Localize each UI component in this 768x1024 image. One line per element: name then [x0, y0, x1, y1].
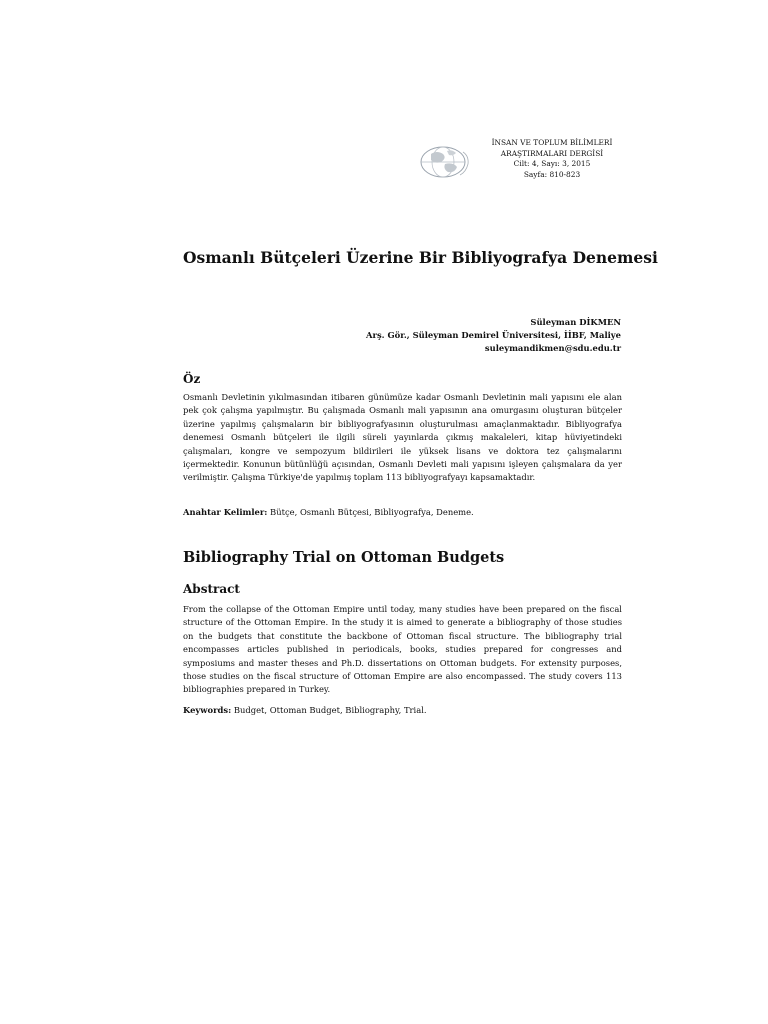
paper-title: Osmanlı Bütçeleri Üzerine Bir Bibliyografya Denemesi — [183, 248, 658, 267]
english-keywords-label: Keywords: — [183, 705, 232, 715]
author-name: Süleyman DİKMEN — [530, 317, 621, 327]
english-title: Bibliography Trial on Ottoman Budgets — [183, 549, 505, 566]
english-keywords-list: Budget, Ottoman Budget, Bibliography, Trial. — [231, 705, 427, 715]
english-keywords — [183, 704, 622, 717]
journal-name-line-2: ARAŞTIRMALARI DERGİSİ — [500, 148, 604, 158]
author-affiliation: Arş. Gör., Süleyman Demirel Üniversitesi, İİBF, Maliye — [366, 330, 621, 341]
journal-header — [415, 138, 625, 188]
journal-pages: Sayfa: 810-823 — [523, 169, 581, 179]
globe-logo-icon — [417, 142, 473, 182]
oz-text: Osmanlı Devletinin yıkılmasından itibaren günümüze kadar Osmanlı Devletinin mali yapısını ele alan pek çok çalışma yapılmıştır. Bu çalışmada Osmanlı mali yapısının ana omurgasını oluşturan bütçeler üzerine yapılmış çalışmaların bir bibliyografyasının oluşturulması amaçlanmaktadır. Bibliyografya denemesi Osmanlı bütçeleri ile ilgili süreli yayınlarda çıkmış makaleleri, kitap hüviyetindeki çalışmaları, kongre ve sempozyum bildirileri ile yüksek lisans ve doktora tez çalışmalarını içermektedir. Konunun bütünlüğü açısından, Osmanlı Devleti mali yapısını işleyen çalışmalara da yer verilmiştir. Çalışma Türkiye'de yapılmış toplam 113 bibliyografyayı kapsamaktadır. — [183, 392, 622, 483]
turkish-keywords-label: Anahtar Kelimler: — [183, 507, 268, 517]
journal-name-line-1: İNSAN VE TOPLUM BİLİMLERİ — [491, 138, 613, 147]
journal-volume: Cilt: 4, Sayı: 3, 2015 — [513, 159, 591, 168]
abstract-heading: Abstract — [183, 582, 240, 596]
abstract-text: From the collapse of the Ottoman Empire until today, many studies have been prepared on the fiscal structure of the Ottoman Empire. In the study it is aimed to generate a bibliography of those studies on the budgets that constitute the backbone of Ottoman fiscal structure. The bibliography trial encompasses articles published in periodicals, books, studies prepared for congresses and symposiums and master theses and Ph.D. dissertations on Ottoman budgets. For extensity purposes, those studies on the fiscal structure of Ottoman Empire are also encompassed. The study covers 113 bibliographies prepared in Turkey. — [183, 604, 622, 695]
author-block — [366, 316, 621, 356]
oz-heading: Öz — [183, 372, 201, 386]
author-email[interactable]: suleymandikmen@sdu.edu.tr — [484, 343, 621, 354]
journal-info — [477, 138, 627, 180]
turkish-keywords-list: Bütçe, Osmanlı Bütçesi, Bibliyografya, Deneme. — [267, 507, 474, 517]
turkish-keywords — [183, 506, 622, 519]
